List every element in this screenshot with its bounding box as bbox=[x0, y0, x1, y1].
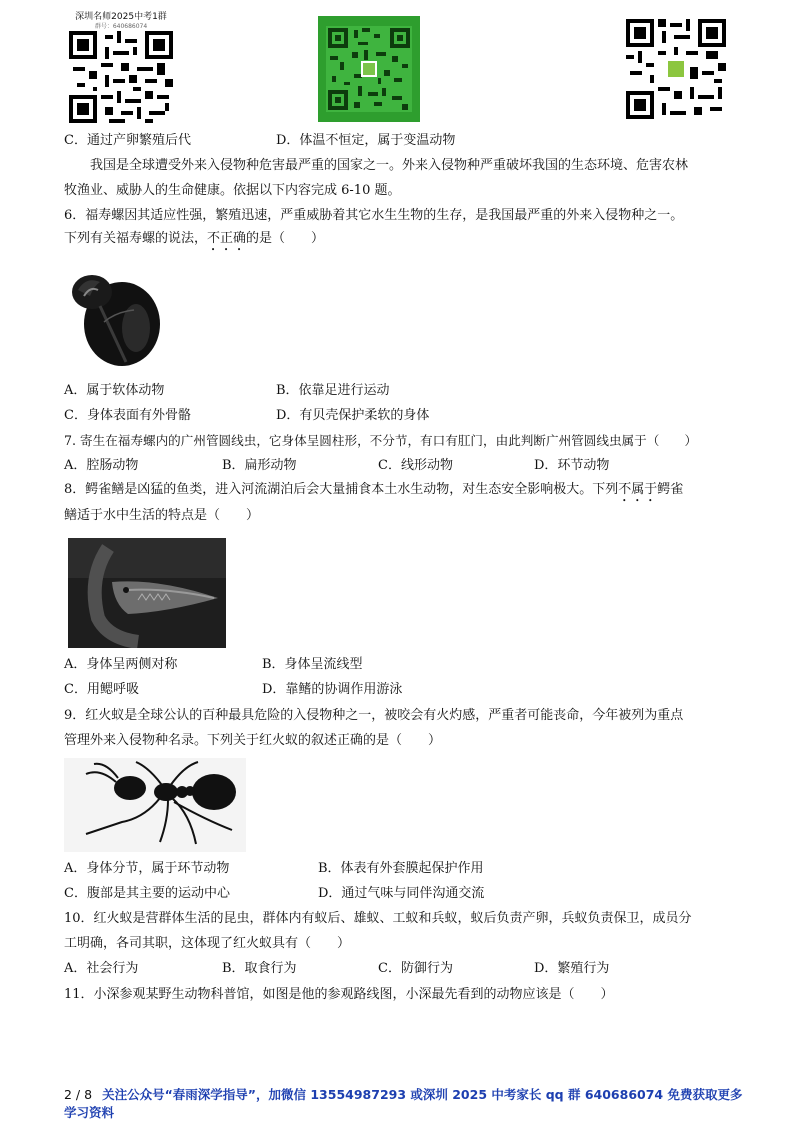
q10-option-a: A．社会行为 bbox=[64, 961, 139, 976]
q6-emphasis-text: 不正确 bbox=[207, 231, 247, 246]
q6-stem-2 bbox=[64, 230, 324, 254]
q8-stem-2: 鳝适于水中生活的特点是（ ） bbox=[64, 508, 260, 523]
alligator-gar-image bbox=[68, 538, 226, 648]
q11-stem: 11．小深参观某野生动物科普馆，如图是他的参观路线图，小深最先看到的动物应该是（ ） bbox=[64, 987, 614, 1002]
q5-option-d: D．体温不恒定，属于变温动物 bbox=[276, 133, 456, 148]
q8-emphasis-text: 不属于 bbox=[618, 482, 658, 497]
q9-option-d: D．通过气味与同伴沟通交流 bbox=[318, 886, 485, 901]
q7-option-b: B．扁形动物 bbox=[222, 458, 297, 473]
qr-left-pattern bbox=[69, 31, 173, 123]
snail-image bbox=[64, 262, 172, 370]
qr-code-right bbox=[626, 18, 726, 120]
q10-option-c: C．防御行为 bbox=[378, 961, 453, 976]
q8-stem-1-pre: 8．鳄雀鳝是凶猛的鱼类，进入河流湖泊后会大量捕食本土水生动物，对生态安全影响极大。下列 bbox=[64, 482, 619, 497]
intro-line-1: 我国是全球遭受外来入侵物种危害最严重的国家之一。外来入侵物种严重破坏我国的生态环境、危害农林 bbox=[90, 158, 689, 173]
fire-ant-image bbox=[64, 758, 246, 852]
q5-option-c: C．通过产卵繁殖后代 bbox=[64, 133, 191, 148]
qr-code-left bbox=[66, 12, 176, 124]
q8-option-c: C．用鳃呼吸 bbox=[64, 682, 139, 697]
q10-option-b: B．取食行为 bbox=[222, 961, 297, 976]
q8-stem-1-post: 鳄雀 bbox=[657, 482, 684, 497]
q7-option-a: A．腔肠动物 bbox=[64, 458, 139, 473]
q7-stem: 7. 寄生在福寿螺内的广州管圆线虫，它身体呈圆柱形，不分节，有口有肛门，由此判断广州管圆线虫属于（ ） bbox=[64, 433, 698, 448]
q8-option-b: B．身体呈流线型 bbox=[262, 657, 363, 672]
q8-option-d: D．靠鳍的协调作用游泳 bbox=[262, 682, 403, 697]
footer-promo-text: 关注公众号“春雨深学指导”，加微信 13554987293 或深圳 2025 中考家长 qq 群 640686074 免费获取更多学习资料 bbox=[64, 1087, 743, 1120]
q9-option-a: A．身体分节，属于环节动物 bbox=[64, 861, 230, 876]
page-footer bbox=[64, 1086, 744, 1122]
qr-left-subtitle: 群号：640686074 bbox=[94, 23, 148, 30]
intro-line-2: 牧渔业、威胁人的生命健康。依据以下内容完成 6-10 题。 bbox=[64, 183, 401, 198]
q9-stem-1: 9．红火蚁是全球公认的百种最具危险的入侵物种之一，被咬会有火灼感，严重者可能丧命，今年被列为重点 bbox=[64, 708, 684, 723]
q9-stem-2: 管理外来入侵物种名录。下列关于红火蚁的叙述正确的是（ ） bbox=[64, 733, 442, 748]
q9-option-b: B．体表有外套膜起保护作用 bbox=[318, 861, 484, 876]
page-number: 2 / 8 bbox=[64, 1087, 93, 1102]
q8-option-a: A．身体呈两侧对称 bbox=[64, 657, 178, 672]
q6-option-c: C．身体表面有外骨骼 bbox=[64, 408, 191, 423]
q6-stem-2-post: 的是（ ） bbox=[246, 231, 325, 246]
q6-option-b: B．依靠足进行运动 bbox=[276, 383, 390, 398]
q9-option-c: C．腹部是其主要的运动中心 bbox=[64, 886, 230, 901]
q7-option-c: C．线形动物 bbox=[378, 458, 453, 473]
q6-stem-2-pre: 下列有关福寿螺的说法， bbox=[64, 231, 208, 246]
q8-stem-1 bbox=[64, 481, 683, 505]
qr-code-center bbox=[318, 16, 420, 122]
q7-option-d: D．环节动物 bbox=[534, 458, 610, 473]
qr-left-title: 深圳名师2025中考1群 bbox=[75, 12, 167, 22]
q10-stem-1: 10．红火蚁是营群体生活的昆虫，群体内有蚁后、雄蚁、工蚁和兵蚁，蚁后负责产卵，兵蚁负责保卫，成员分 bbox=[64, 911, 692, 926]
q6-stem-1: 6．福寿螺因其适应性强，繁殖迅速，严重威胁着其它水生生物的生存，是我国最严重的外来入侵物种之一。 bbox=[64, 208, 684, 223]
q6-option-d: D．有贝壳保护柔软的身体 bbox=[276, 408, 430, 423]
q10-stem-2: 工明确，各司其职，这体现了红火蚁具有（ ） bbox=[64, 936, 351, 951]
q6-option-a: A．属于软体动物 bbox=[64, 383, 165, 398]
q10-option-d: D．繁殖行为 bbox=[534, 961, 610, 976]
